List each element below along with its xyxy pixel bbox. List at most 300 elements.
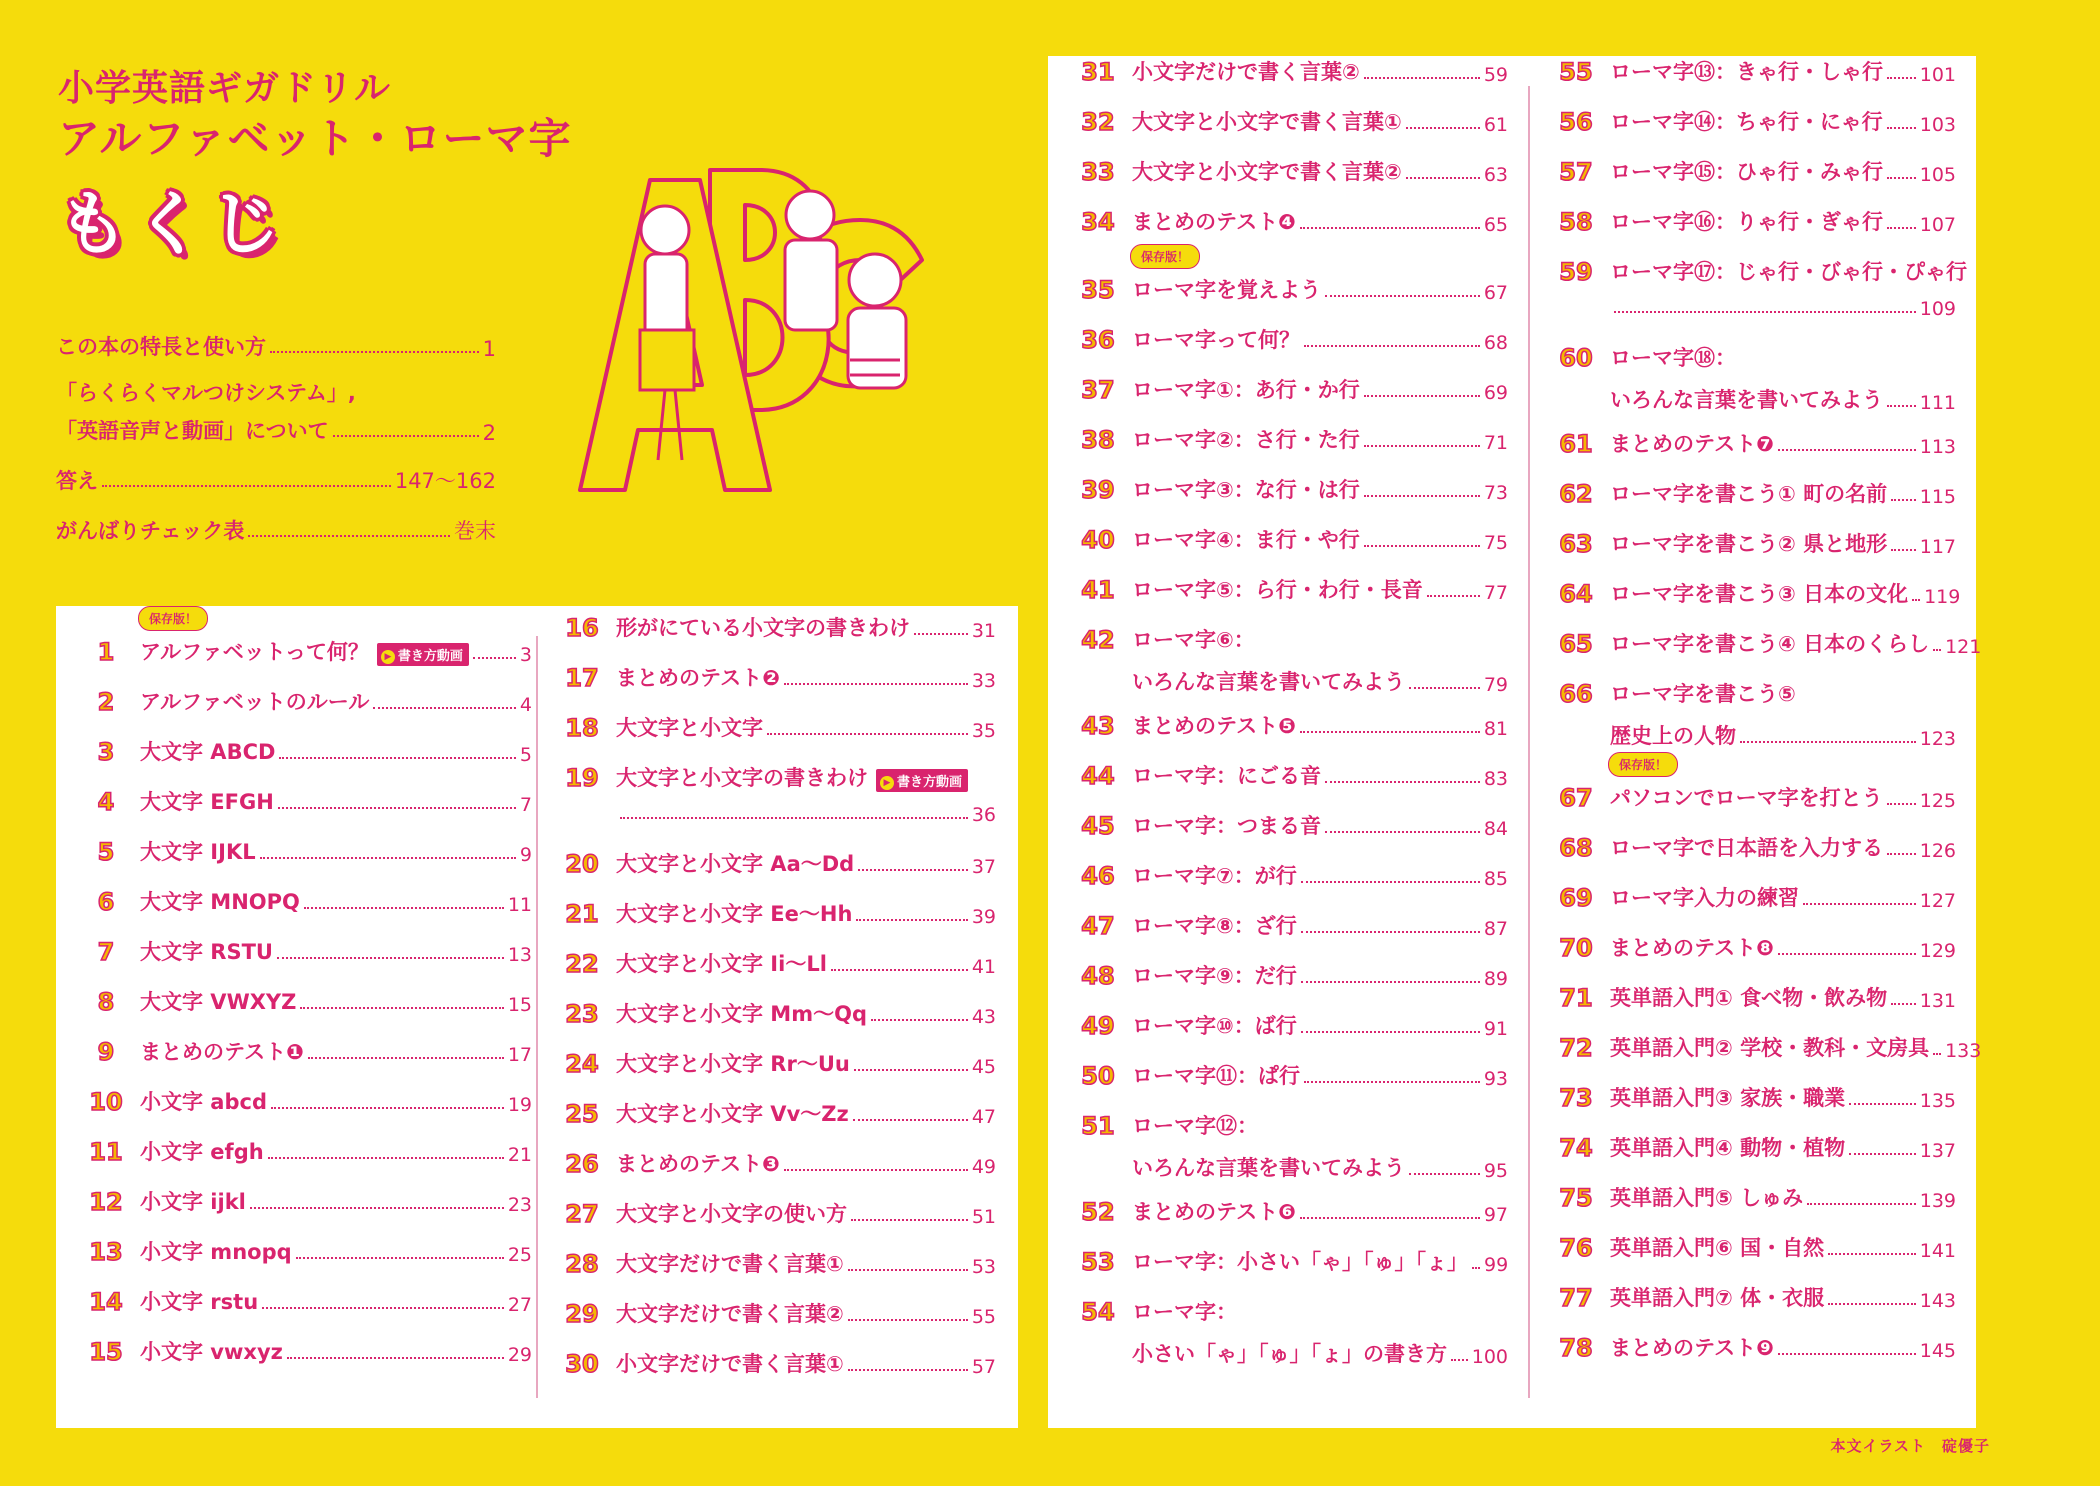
entry-number: 25 [565,1100,599,1128]
entry-label: 大文字 RSTU [140,940,273,964]
leader-dots [1778,449,1916,451]
toc-entry[interactable] [556,1298,996,1328]
toc-entry[interactable] [80,1236,532,1266]
entry-number: 11 [89,1138,123,1166]
entry-number: 74 [1559,1134,1593,1162]
entry-page: 39 [971,906,996,928]
toc-entry[interactable] [556,898,996,928]
entry-number: 29 [565,1300,599,1328]
leader-dots [1828,1253,1916,1255]
leader-dots [1614,311,1916,313]
toc-entry[interactable] [556,612,996,642]
toc-entry[interactable] [556,1048,996,1078]
entry-page: 35 [971,720,996,742]
toc-entry[interactable] [1550,342,1956,414]
intro-item[interactable]: 「らくらくマルつけシステム」, 「英語音声と動画」について 2 [56,381,496,445]
entry-label: まとめのテスト❸ [616,1152,780,1176]
entry-number: 18 [565,714,599,742]
leader-dots [1301,931,1480,933]
entry-number: 41 [1081,576,1115,604]
entry-label: 大文字と小文字の使い方 [616,1202,847,1226]
entry-page: 113 [1919,436,1956,458]
entry-label: ローマ字⑭：ちゃ行・にゃ行 [1610,110,1883,134]
entry-page: 83 [1483,768,1508,790]
entry-number: 62 [1559,480,1593,508]
entry-number: 43 [1081,712,1115,740]
leader-dots [250,1207,504,1209]
entry-number: 60 [1559,344,1593,372]
play-icon: ▶ [880,776,894,790]
leader-dots [1887,853,1916,855]
entry-page: 65 [1483,214,1508,236]
entry-label: ローマ字⑤：ら行・わ行・長音 [1132,578,1423,602]
entry-page: 131 [1919,990,1956,1012]
entry-number: 36 [1081,326,1115,354]
toc-entry[interactable] [1550,758,1956,812]
toc-entry[interactable] [1550,1232,1956,1262]
entry-number: 56 [1559,108,1593,136]
entry-number: 40 [1081,526,1115,554]
entry-page: 103 [1919,114,1956,136]
entry-label: 大文字 ABCD [140,740,276,764]
leader-dots [1301,1031,1480,1033]
toc-entry[interactable] [80,1086,532,1116]
toc-entry[interactable] [556,1148,996,1178]
toc-entry[interactable] [1072,574,1508,604]
toc-entry[interactable] [1072,810,1508,840]
toc-entry[interactable] [1550,106,1956,136]
toc-entry[interactable] [1550,428,1956,458]
entry-number: 64 [1559,580,1593,608]
entry-label: まとめのテスト❷ [616,666,780,690]
toc-entry[interactable] [1072,324,1508,354]
entry-number: 42 [1081,626,1115,654]
leader-dots [851,1219,968,1221]
leader-dots [296,1257,504,1259]
entry-page: 33 [971,670,996,692]
entry-number: 45 [1081,812,1115,840]
entry-page: 3 [519,644,532,666]
entry-page: 45 [971,1056,996,1078]
toc-entry[interactable] [1072,624,1508,696]
entry-number: 70 [1559,934,1593,962]
entry-page: 59 [1483,64,1508,86]
leader-dots [373,707,516,709]
toc-entry[interactable] [1072,1060,1508,1090]
entry-label: アルファベットのルール [140,690,370,714]
toc-entry[interactable] [80,736,532,766]
entry-page: 127 [1919,890,1956,912]
entry-page: 27 [507,1294,532,1316]
entry-number: 38 [1081,426,1115,454]
leader-dots [784,1169,968,1171]
toc-entry[interactable] [1550,56,1956,86]
intro-item[interactable]: この本の特長と使い方 1 [56,335,496,361]
entry-page: 63 [1483,164,1508,186]
leader-dots [1406,177,1480,179]
toc-entry[interactable] [80,936,532,966]
toc-entry[interactable] [556,1248,996,1278]
leader-dots [1912,599,1920,601]
toc-entry[interactable] [1550,1332,1956,1362]
leader-dots [1325,831,1480,833]
toc-entry[interactable] [80,686,532,716]
entry-label: まとめのテスト❹ [1132,210,1296,234]
leader-dots [848,1369,968,1371]
entry-page: 107 [1919,214,1956,236]
toc-entry[interactable] [80,836,532,866]
toc-entry[interactable] [1550,1132,1956,1162]
entry-number: 17 [565,664,599,692]
leader-dots [856,919,967,921]
entry-number: 7 [97,938,115,966]
girl-skirt [640,330,694,390]
entry-label: まとめのテスト❶ [140,1040,304,1064]
leader-dots [473,657,516,659]
entry-number: 65 [1559,630,1593,658]
toc-entry[interactable] [1072,374,1508,404]
entry-label: 大文字 EFGH [140,790,274,814]
toc-entry[interactable] [80,986,532,1016]
leader-dots [268,1157,504,1159]
entry-label: 英単語入門④ 動物・植物 [1610,1136,1846,1160]
abc-kids-illustration [560,160,1020,540]
entry-label: 大文字だけで書く言葉① [616,1252,844,1276]
toc-entry[interactable] [1550,206,1956,236]
leader-dots [278,807,516,809]
entry-label: ローマ字を書こう③ 日本の文化 [1610,582,1909,606]
toc-entry[interactable] [556,712,996,742]
entry-number: 49 [1081,1012,1115,1040]
entry-number: 26 [565,1150,599,1178]
toc-entry[interactable] [1072,56,1508,86]
entry-label: 大文字と小文字 [616,716,763,740]
toc-entry[interactable] [1072,1296,1508,1368]
video-badge: ▶ 書き方動画 [876,769,968,792]
toc-entry[interactable] [1072,106,1508,136]
entry-number: 5 [97,838,115,866]
toc-entry[interactable] [1550,932,1956,962]
entry-page: 43 [971,1006,996,1028]
toc-entry[interactable] [556,848,996,878]
entry-label: ローマ字を書こう② 県と地形 [1610,532,1888,556]
leader-dots [1300,731,1480,733]
entry-label: 大文字 VWXYZ [140,990,297,1014]
entry-page: 139 [1919,1190,1956,1212]
leader-dots [784,683,968,685]
entry-number: 16 [565,614,599,642]
leader-dots [1849,1103,1916,1105]
leader-dots [1364,545,1480,547]
leader-dots [1891,499,1916,501]
toc-entry[interactable] [556,1348,996,1378]
entry-page: 125 [1919,790,1956,812]
toc-entry[interactable] [1550,478,1956,508]
toc-entry[interactable] [1072,1110,1508,1182]
entry-label: ローマ字⑮：ひゃ行・みゃ行 [1610,160,1883,184]
toc-column-3 [1072,56,1508,1428]
entry-number: 19 [565,764,599,792]
entry-label: 大文字 MNOPQ [140,890,300,914]
entry-page: 105 [1919,164,1956,186]
entry-label: ローマ字⑰：じゃ行・びゃ行・ぴゃ行 [1610,260,1967,284]
toc-entry[interactable] [1072,474,1508,504]
entry-number: 53 [1081,1248,1115,1276]
entry-number: 2 [97,688,115,716]
toc-entry[interactable] [1072,1246,1508,1276]
column-divider [1528,86,1530,1398]
entry-label: 英単語入門⑦ 体・衣服 [1610,1286,1825,1310]
entry-label: 小文字 mnopq [140,1240,292,1264]
toc-entry[interactable] [1072,860,1508,890]
entry-number: 15 [89,1338,123,1366]
entry-page: 5 [519,744,532,766]
entry-number: 59 [1559,258,1593,286]
leader-dots [854,1069,968,1071]
entry-number: 54 [1081,1298,1115,1326]
toc-entry[interactable] [556,948,996,978]
leader-dots [1325,295,1480,297]
entry-label: ローマ字⑫： [1132,1114,1258,1138]
entry-number: 69 [1559,884,1593,912]
boy2-head [849,254,901,306]
entry-page: 17 [507,1044,532,1066]
toc-entry[interactable] [80,886,532,916]
toc-entry[interactable] [1072,760,1508,790]
leader-dots [620,817,968,819]
leader-dots [1803,903,1916,905]
entry-label: ローマ字⑬：きゃ行・しゃ行 [1610,60,1883,84]
leader-dots [1364,395,1480,397]
toc-entry[interactable] [1072,250,1508,304]
entry-label: ローマ字⑥： [1132,628,1255,652]
entry-page: 19 [507,1094,532,1116]
toc-entry[interactable] [1072,156,1508,186]
toc-entry[interactable] [556,1098,996,1128]
leader-dots [1887,77,1916,79]
toc-entry[interactable] [1072,1196,1508,1226]
leader-dots [1451,1359,1468,1361]
leader-dots [260,857,516,859]
entry-number: 20 [565,850,599,878]
entry-label: ローマ字：にごる音 [1132,764,1321,788]
toc-entry[interactable] [80,1136,532,1166]
entry-page: 77 [1483,582,1508,604]
leader-dots [1409,687,1480,689]
entry-page: 61 [1483,114,1508,136]
entry-page: 93 [1483,1068,1508,1090]
toc-entry[interactable] [1550,528,1956,558]
entry-label: 小文字 vwxyz [140,1340,283,1364]
entry-label-line2: いろんな言葉を書いてみよう [1132,1156,1405,1180]
entry-label: ローマ字で日本語を入力する [1610,836,1883,860]
entry-label-line2: いろんな言葉を書いてみよう [1610,388,1883,412]
entry-label: ローマ字⑧：ざ行 [1132,914,1297,938]
entry-label: ローマ字： [1132,1300,1237,1324]
entry-label: 小文字 abcd [140,1090,267,1114]
entry-number: 66 [1559,680,1593,708]
leader-dots [277,957,504,959]
entry-page: 141 [1919,1240,1956,1262]
entry-page: 123 [1919,728,1956,750]
toc-entry[interactable] [1550,1282,1956,1312]
leader-dots [853,1119,968,1121]
entry-page: 133 [1945,1040,1982,1062]
entry-page: 75 [1483,532,1508,554]
entry-label: 英単語入門⑤ しゅみ [1610,1186,1804,1210]
contents-heading: もくじ [58,183,286,265]
leader-dots [300,1007,503,1009]
entry-label: 小文字 ijkl [140,1190,246,1214]
toc-entry[interactable] [1072,910,1508,940]
entry-page: 36 [971,804,996,826]
leader-dots [1472,1267,1480,1269]
entry-page: 101 [1919,64,1956,86]
entry-number: 76 [1559,1234,1593,1262]
entry-page: 91 [1483,1018,1508,1040]
boy1-head [786,191,834,239]
entry-number: 24 [565,1050,599,1078]
toc-entry[interactable] [556,662,996,692]
entry-label: ローマ字③：な行・は行 [1132,478,1360,502]
toc-entry[interactable] [1550,678,1956,750]
entry-number: 63 [1559,530,1593,558]
toc-entry[interactable] [1550,156,1956,186]
entry-number: 27 [565,1200,599,1228]
leader-dots [1778,1353,1916,1355]
toc-entry[interactable] [1550,1082,1956,1112]
entry-label: ローマ字④：ま行・や行 [1132,528,1360,552]
toc-entry[interactable] [80,786,532,816]
leader-dots [262,1307,504,1309]
entry-number: 52 [1081,1198,1115,1226]
leader-dots [1891,1003,1916,1005]
toc-entry[interactable] [1550,982,1956,1012]
entry-label-line2: いろんな言葉を書いてみよう [1132,670,1405,694]
leader-dots [848,1269,968,1271]
entry-number: 22 [565,950,599,978]
entry-page: 23 [507,1194,532,1216]
toc-entry[interactable] [1072,424,1508,454]
entry-page: 81 [1483,718,1508,740]
leader-dots [858,869,968,871]
entry-label: 英単語入門① 食べ物・飲み物 [1610,986,1888,1010]
entry-number: 9 [97,1038,115,1066]
entry-label: ローマ字を書こう⑤ [1610,682,1796,706]
toc-entry[interactable] [1072,710,1508,740]
leader-dots [1740,741,1916,743]
entry-number: 77 [1559,1284,1593,1312]
subject-title: アルファベット・ローマ字 [58,114,572,163]
toc-entry[interactable] [556,998,996,1028]
column-divider [536,636,538,1398]
entry-page: 87 [1483,918,1508,940]
toc-entry[interactable] [1550,256,1967,320]
entry-page: 126 [1919,840,1956,862]
entry-page: 115 [1919,486,1956,508]
series-title: 小学英語ギガドリル [58,68,392,109]
entry-label: 小文字だけで書く言葉② [1132,60,1360,84]
entry-label: ローマ字を書こう① 町の名前 [1610,482,1888,506]
toc-entry[interactable] [1550,1182,1956,1212]
toc-entry[interactable] [1072,524,1508,554]
leader-dots [1933,1053,1941,1055]
entry-number: 3 [97,738,115,766]
leader-dots [1427,595,1480,597]
entry-number: 46 [1081,862,1115,890]
leader-dots [1887,803,1916,805]
toc-entry[interactable] [1072,1010,1508,1040]
entry-page: 109 [1919,298,1956,320]
entry-number: 73 [1559,1084,1593,1112]
entry-label: 大文字と小文字で書く言葉② [1132,160,1402,184]
toc-entry[interactable] [80,612,532,666]
entry-page: 37 [971,856,996,878]
toc-entry[interactable] [80,1186,532,1216]
toc-entry[interactable] [556,1198,996,1228]
toc-entry[interactable] [80,1336,532,1366]
entry-page: 121 [1945,636,1982,658]
entry-label: 大文字と小文字 Ee～Hh [616,902,853,926]
leader-dots [914,633,968,635]
entry-page: 29 [507,1344,532,1366]
entry-label: まとめのテスト❺ [1132,714,1296,738]
leader-dots [767,733,968,735]
leader-dots [304,907,504,909]
entry-number: 35 [1081,276,1115,304]
video-badge: ▶ 書き方動画 [377,643,469,666]
toc-entry[interactable] [1072,206,1508,236]
entry-label: ローマ字入力の練習 [1610,886,1799,910]
intro-item[interactable]: 答え 147～162 [56,469,496,493]
toc-entry[interactable] [1550,882,1956,912]
entry-page: 97 [1483,1204,1508,1226]
toc-entry[interactable] [1550,832,1956,862]
leader-dots [1406,127,1480,129]
intro-item[interactable]: がんばりチェック表 巻末 [56,519,496,543]
entry-page: 137 [1919,1140,1956,1162]
entry-label: ローマ字⑩：ば行 [1132,1014,1297,1038]
entry-page: 21 [507,1144,532,1166]
toc-panel-left [56,606,1018,1428]
leader-dots [1300,227,1480,229]
entry-number: 67 [1559,784,1593,812]
entry-label: まとめのテスト❼ [1610,432,1774,456]
leader-dots [1304,1081,1480,1083]
toc-entry[interactable] [80,1036,532,1066]
entry-page: 119 [1924,586,1961,608]
entry-number: 44 [1081,762,1115,790]
entry-number: 37 [1081,376,1115,404]
girl-head [641,206,689,254]
entry-page: 135 [1919,1090,1956,1112]
toc-entry[interactable] [1550,578,1961,608]
toc-entry[interactable] [1550,628,1982,658]
toc-entry[interactable] [1072,960,1508,990]
toc-entry[interactable] [1550,1032,1982,1062]
entry-page: 145 [1919,1340,1956,1362]
entry-label: ローマ字①：あ行・か行 [1132,378,1360,402]
entry-label: 大文字と小文字 Vv～Zz [616,1102,849,1126]
entry-label: ローマ字⑦：が行 [1132,864,1297,888]
toc-entry[interactable] [556,762,996,826]
leader-dots [271,1107,504,1109]
leader-dots [1887,405,1916,407]
toc-entry[interactable] [80,1286,532,1316]
leader-dots [1304,345,1480,347]
toc-column-1 [80,606,532,1428]
keep-badge: 保存版！ [1608,752,1678,777]
